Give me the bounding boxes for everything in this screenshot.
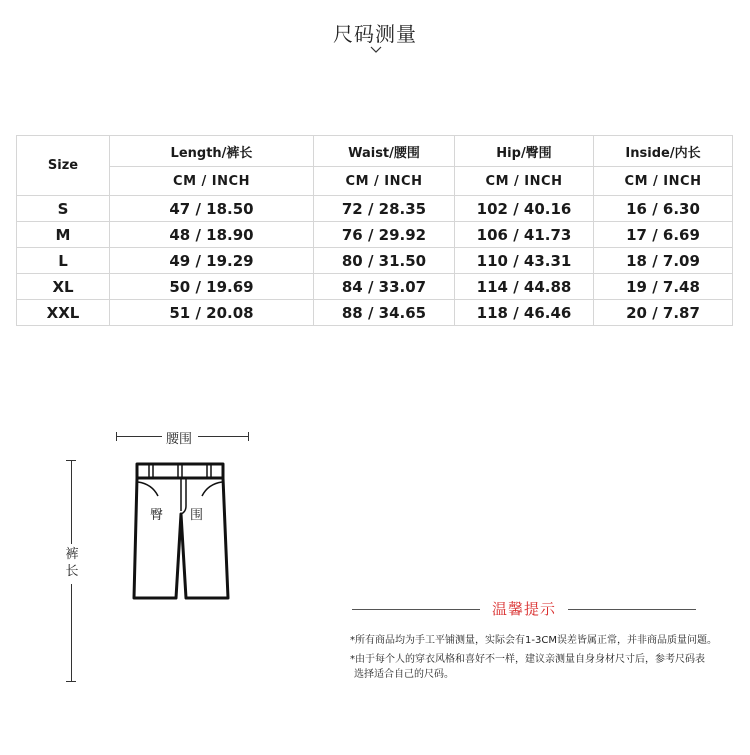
table-cell: 16 / 6.30	[594, 196, 733, 222]
notice-header	[352, 598, 696, 620]
table-row	[17, 222, 733, 248]
table-unit-row	[17, 167, 733, 196]
waist-line-right	[198, 436, 248, 437]
chevron-down-icon	[370, 46, 382, 54]
column-header-hip: Hip/臀围	[455, 136, 594, 167]
table-cell: 110 / 43.31	[455, 248, 594, 274]
table-row	[17, 300, 733, 326]
table-cell: 48 / 18.90	[110, 222, 314, 248]
size-cell: M	[17, 222, 110, 248]
table-cell: 76 / 29.92	[314, 222, 455, 248]
table-cell: 102 / 40.16	[455, 196, 594, 222]
size-cell: L	[17, 248, 110, 274]
table-cell: 84 / 33.07	[314, 274, 455, 300]
table-cell: 106 / 41.73	[455, 222, 594, 248]
column-header-inside: Inside/内长	[594, 136, 733, 167]
table-cell: 20 / 7.87	[594, 300, 733, 326]
table-cell: 118 / 46.46	[455, 300, 594, 326]
hip-label-left: 臀	[150, 508, 164, 523]
length-measure-marker	[62, 460, 82, 682]
length-line-top	[71, 460, 72, 544]
waist-line-left	[116, 436, 162, 437]
unit-header-inside: CM / INCH	[594, 167, 733, 196]
table-cell: 47 / 18.50	[110, 196, 314, 222]
table-cell: 51 / 20.08	[110, 300, 314, 326]
divider	[568, 609, 696, 610]
length-label: 裤长	[63, 546, 81, 580]
page-title: 尺码测量	[333, 22, 417, 46]
notice-line-2: *由于每个人的穿衣风格和喜好不一样，建议亲测量自身身材尺寸后，参考尺码表	[350, 654, 705, 665]
waist-tick-left	[116, 432, 117, 441]
table-cell: 72 / 28.35	[314, 196, 455, 222]
column-header-length: Length/裤长	[110, 136, 314, 167]
hip-label-right: 围	[190, 508, 204, 523]
table-header-row	[17, 136, 733, 167]
length-tick-bottom	[66, 681, 76, 682]
table-row	[17, 196, 733, 222]
size-cell: XL	[17, 274, 110, 300]
notice-title: 温馨提示	[492, 600, 557, 618]
table-cell: 17 / 6.69	[594, 222, 733, 248]
table-cell: 114 / 44.88	[455, 274, 594, 300]
table-row	[17, 248, 733, 274]
column-header-waist: Waist/腰围	[314, 136, 455, 167]
table-cell: 18 / 7.09	[594, 248, 733, 274]
table-cell: 80 / 31.50	[314, 248, 455, 274]
table-cell: 49 / 19.29	[110, 248, 314, 274]
waist-label: 腰围	[166, 432, 193, 447]
waist-tick-right	[248, 432, 249, 441]
unit-header-waist: CM / INCH	[314, 167, 455, 196]
notice-line-1: *所有商品均为手工平铺测量，实际会有1-3CM误差皆属正常，并非商品质量问题。	[350, 635, 717, 646]
table-row	[17, 274, 733, 300]
table-cell: 88 / 34.65	[314, 300, 455, 326]
notice-line-3: 选择适合自己的尺码。	[354, 669, 454, 680]
size-cell: XXL	[17, 300, 110, 326]
shorts-diagram	[120, 456, 240, 601]
table-cell: 19 / 7.48	[594, 274, 733, 300]
size-cell: S	[17, 196, 110, 222]
table-cell: 50 / 19.69	[110, 274, 314, 300]
waist-measure-marker	[116, 429, 250, 445]
unit-header-length: CM / INCH	[110, 167, 314, 196]
size-column-header: Size	[17, 136, 110, 196]
unit-header-hip: CM / INCH	[455, 167, 594, 196]
size-table	[16, 135, 733, 326]
length-line-bottom	[71, 584, 72, 682]
divider	[352, 609, 480, 610]
